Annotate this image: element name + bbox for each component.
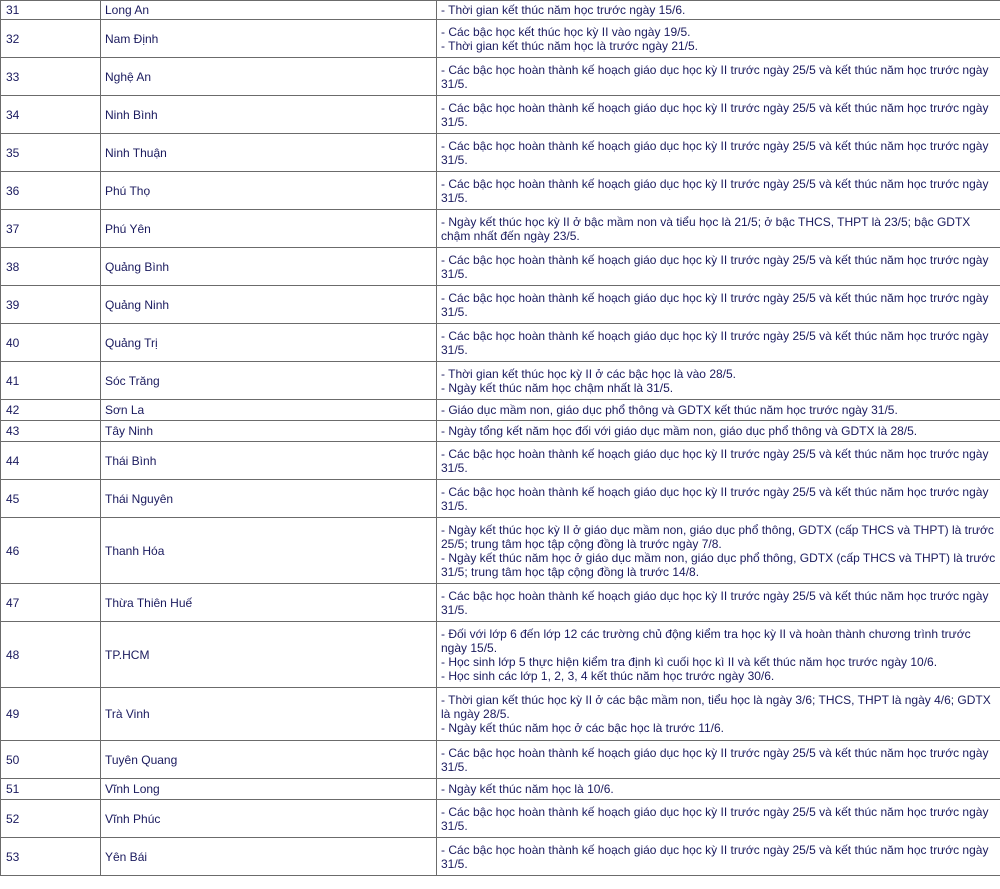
table-row xyxy=(1,58,1000,96)
schedule-description xyxy=(437,622,1000,688)
schedule-description xyxy=(437,741,1000,779)
description-line: - Ngày kết thúc năm học ở giáo dục mầm non, giáo dục phổ thông, GDTX (cấp THCS và THPT) là trước 31/5; trung tâm học tập cộng đồng là trước 14/8. xyxy=(441,550,996,579)
schedule-description xyxy=(437,480,1000,518)
row-number: 31 xyxy=(1,1,101,20)
description-line: - Các bậc học hoàn thành kế hoạch giáo dục học kỳ II trước ngày 25/5 và kết thúc năm học trước ngày 31/5. xyxy=(441,842,989,871)
description-line: - Các bậc học hoàn thành kế hoạch giáo dục học kỳ II trước ngày 25/5 và kết thúc năm học trước ngày 31/5. xyxy=(441,446,989,475)
province-name: Tây Ninh xyxy=(101,421,437,442)
table-body xyxy=(1,1,1000,876)
description-line: - Học sinh các lớp 1, 2, 3, 4 kết thúc năm học trước ngày 30/6. xyxy=(441,668,775,683)
description-line: - Các bậc học hoàn thành kế hoạch giáo dục học kỳ II trước ngày 25/5 và kết thúc năm học trước ngày 31/5. xyxy=(441,484,989,513)
row-number: 40 xyxy=(1,324,101,362)
province-name: Phú Thọ xyxy=(101,172,437,210)
description-line: - Các bậc học hoàn thành kế hoạch giáo dục học kỳ II trước ngày 25/5 và kết thúc năm học trước ngày 31/5. xyxy=(441,290,989,319)
row-number: 48 xyxy=(1,622,101,688)
description-line: - Các bậc học hoàn thành kế hoạch giáo dục học kỳ II trước ngày 25/5 và kết thúc năm học trước ngày 31/5. xyxy=(441,804,989,833)
province-name: Phú Yên xyxy=(101,210,437,248)
row-number: 34 xyxy=(1,96,101,134)
description-line: - Thời gian kết thúc năm học trước ngày 15/6. xyxy=(441,3,686,17)
description-line: - Các bậc học hoàn thành kế hoạch giáo dục học kỳ II trước ngày 25/5 và kết thúc năm học trước ngày 31/5. xyxy=(441,100,989,129)
schedule-description xyxy=(437,172,1000,210)
schedule-description xyxy=(437,362,1000,400)
schedule-description xyxy=(437,58,1000,96)
row-number: 44 xyxy=(1,442,101,480)
table-row xyxy=(1,741,1000,779)
province-name: Sơn La xyxy=(101,400,437,421)
row-number: 41 xyxy=(1,362,101,400)
description-line: - Ngày tổng kết năm học đối với giáo dục mầm non, giáo dục phổ thông và GDTX là 28/5. xyxy=(441,424,918,438)
schedule-description xyxy=(437,96,1000,134)
table-row xyxy=(1,362,1000,400)
schedule-description xyxy=(437,518,1000,584)
province-name: Vĩnh Long xyxy=(101,779,437,800)
province-name: Quảng Ninh xyxy=(101,286,437,324)
province-name: Thái Nguyên xyxy=(101,480,437,518)
row-number: 52 xyxy=(1,800,101,838)
province-name: Thanh Hóa xyxy=(101,518,437,584)
province-name: Ninh Thuận xyxy=(101,134,437,172)
row-number: 35 xyxy=(1,134,101,172)
table-row xyxy=(1,20,1000,58)
province-name: Sóc Trăng xyxy=(101,362,437,400)
description-line: - Ngày kết thúc học kỳ II ở bậc mầm non và tiểu học là 21/5; ở bậc THCS, THPT là 23/5; bậc GDTX chậm nhất đến ngày 23/5. xyxy=(441,214,971,243)
table-row xyxy=(1,134,1000,172)
province-name: Trà Vinh xyxy=(101,688,437,741)
schedule-description xyxy=(437,1,1000,20)
row-number: 53 xyxy=(1,838,101,876)
schedule-description xyxy=(437,421,1000,442)
row-number: 45 xyxy=(1,480,101,518)
description-line: - Các bậc học hoàn thành kế hoạch giáo dục học kỳ II trước ngày 25/5 và kết thúc năm học trước ngày 31/5. xyxy=(441,588,989,617)
row-number: 46 xyxy=(1,518,101,584)
description-line: - Các bậc học hoàn thành kế hoạch giáo dục học kỳ II trước ngày 25/5 và kết thúc năm học trước ngày 31/5. xyxy=(441,745,989,774)
province-name: Vĩnh Phúc xyxy=(101,800,437,838)
table-row xyxy=(1,210,1000,248)
row-number: 51 xyxy=(1,779,101,800)
row-number: 42 xyxy=(1,400,101,421)
row-number: 33 xyxy=(1,58,101,96)
schedule-description xyxy=(437,838,1000,876)
row-number: 37 xyxy=(1,210,101,248)
row-number: 32 xyxy=(1,20,101,58)
table-row xyxy=(1,838,1000,876)
province-name: TP.HCM xyxy=(101,622,437,688)
schedule-description xyxy=(437,688,1000,741)
description-line: - Ngày kết thúc năm học ở các bậc học là trước 11/6. xyxy=(441,721,725,735)
table-row xyxy=(1,518,1000,584)
schedule-description xyxy=(437,210,1000,248)
schedule-description xyxy=(437,324,1000,362)
table-row xyxy=(1,400,1000,421)
row-number: 38 xyxy=(1,248,101,286)
table-row xyxy=(1,286,1000,324)
description-line: - Giáo dục mầm non, giáo dục phổ thông và GDTX kết thúc năm học trước ngày 31/5. xyxy=(441,403,898,417)
schedule-description xyxy=(437,400,1000,421)
table-row xyxy=(1,622,1000,688)
row-number: 39 xyxy=(1,286,101,324)
table-row xyxy=(1,421,1000,442)
description-line: - Ngày kết thúc học kỳ II ở giáo dục mầm non, giáo dục phổ thông, GDTX (cấp THCS và THPT) là trước 25/5; trung tâm học tập cộng đồng là trước ngày 7/8. xyxy=(441,522,994,551)
description-line: - Các bậc học hoàn thành kế hoạch giáo dục học kỳ II trước ngày 25/5 và kết thúc năm học trước ngày 31/5. xyxy=(441,252,989,281)
description-line: - Thời gian kết thúc năm học là trước ngày 21/5. xyxy=(441,38,699,53)
table-row xyxy=(1,779,1000,800)
table-row xyxy=(1,172,1000,210)
province-name: Nam Định xyxy=(101,20,437,58)
schedule-description xyxy=(437,20,1000,58)
province-name: Long An xyxy=(101,1,437,20)
schedule-description xyxy=(437,286,1000,324)
description-line: - Đối với lớp 6 đến lớp 12 các trường chủ động kiểm tra học kỳ II và hoàn thành chương trình trước ngày 15/5. xyxy=(441,626,971,655)
table-row xyxy=(1,96,1000,134)
schedule-description xyxy=(437,800,1000,838)
table-row xyxy=(1,480,1000,518)
schedule-description xyxy=(437,134,1000,172)
province-name: Thái Bình xyxy=(101,442,437,480)
description-line: - Ngày kết thúc năm học chậm nhất là 31/5. xyxy=(441,380,674,395)
province-name: Tuyên Quang xyxy=(101,741,437,779)
table-row xyxy=(1,800,1000,838)
schedule-description xyxy=(437,779,1000,800)
description-line: - Các bậc học hoàn thành kế hoạch giáo dục học kỳ II trước ngày 25/5 và kết thúc năm học trước ngày 31/5. xyxy=(441,176,989,205)
description-line: - Các bậc học hoàn thành kế hoạch giáo dục học kỳ II trước ngày 25/5 và kết thúc năm học trước ngày 31/5. xyxy=(441,62,989,91)
province-name: Ninh Bình xyxy=(101,96,437,134)
table-row xyxy=(1,442,1000,480)
description-line: - Các bậc học hoàn thành kế hoạch giáo dục học kỳ II trước ngày 25/5 và kết thúc năm học trước ngày 31/5. xyxy=(441,328,989,357)
row-number: 50 xyxy=(1,741,101,779)
row-number: 47 xyxy=(1,584,101,622)
description-line: - Các bậc học hoàn thành kế hoạch giáo dục học kỳ II trước ngày 25/5 và kết thúc năm học trước ngày 31/5. xyxy=(441,138,989,167)
schedule-description xyxy=(437,248,1000,286)
description-line: - Các bậc học kết thúc học kỳ II vào ngày 19/5. xyxy=(441,24,691,39)
table-row xyxy=(1,248,1000,286)
row-number: 43 xyxy=(1,421,101,442)
province-name: Quảng Bình xyxy=(101,248,437,286)
province-name: Yên Bái xyxy=(101,838,437,876)
table-row xyxy=(1,324,1000,362)
province-name: Nghệ An xyxy=(101,58,437,96)
row-number: 49 xyxy=(1,688,101,741)
table-row xyxy=(1,1,1000,20)
description-line: - Thời gian kết thúc học kỳ II ở các bậc mầm non, tiểu học là ngày 3/6; THCS, THPT là ngày 4/6; GDTX là ngày 28/5. xyxy=(441,693,991,721)
row-number: 36 xyxy=(1,172,101,210)
description-line: - Ngày kết thúc năm học là 10/6. xyxy=(441,782,614,796)
table-row xyxy=(1,688,1000,741)
province-name: Quảng Trị xyxy=(101,324,437,362)
schedule-description xyxy=(437,442,1000,480)
province-name: Thừa Thiên Huế xyxy=(101,584,437,622)
description-line: - Thời gian kết thúc học kỳ II ở các bậc học là vào 28/5. xyxy=(441,366,737,381)
description-line: - Học sinh lớp 5 thực hiện kiểm tra định kì cuối học kì II và kết thúc năm học trước ngày 10/6. xyxy=(441,654,938,669)
schedule-description xyxy=(437,584,1000,622)
table-row xyxy=(1,584,1000,622)
